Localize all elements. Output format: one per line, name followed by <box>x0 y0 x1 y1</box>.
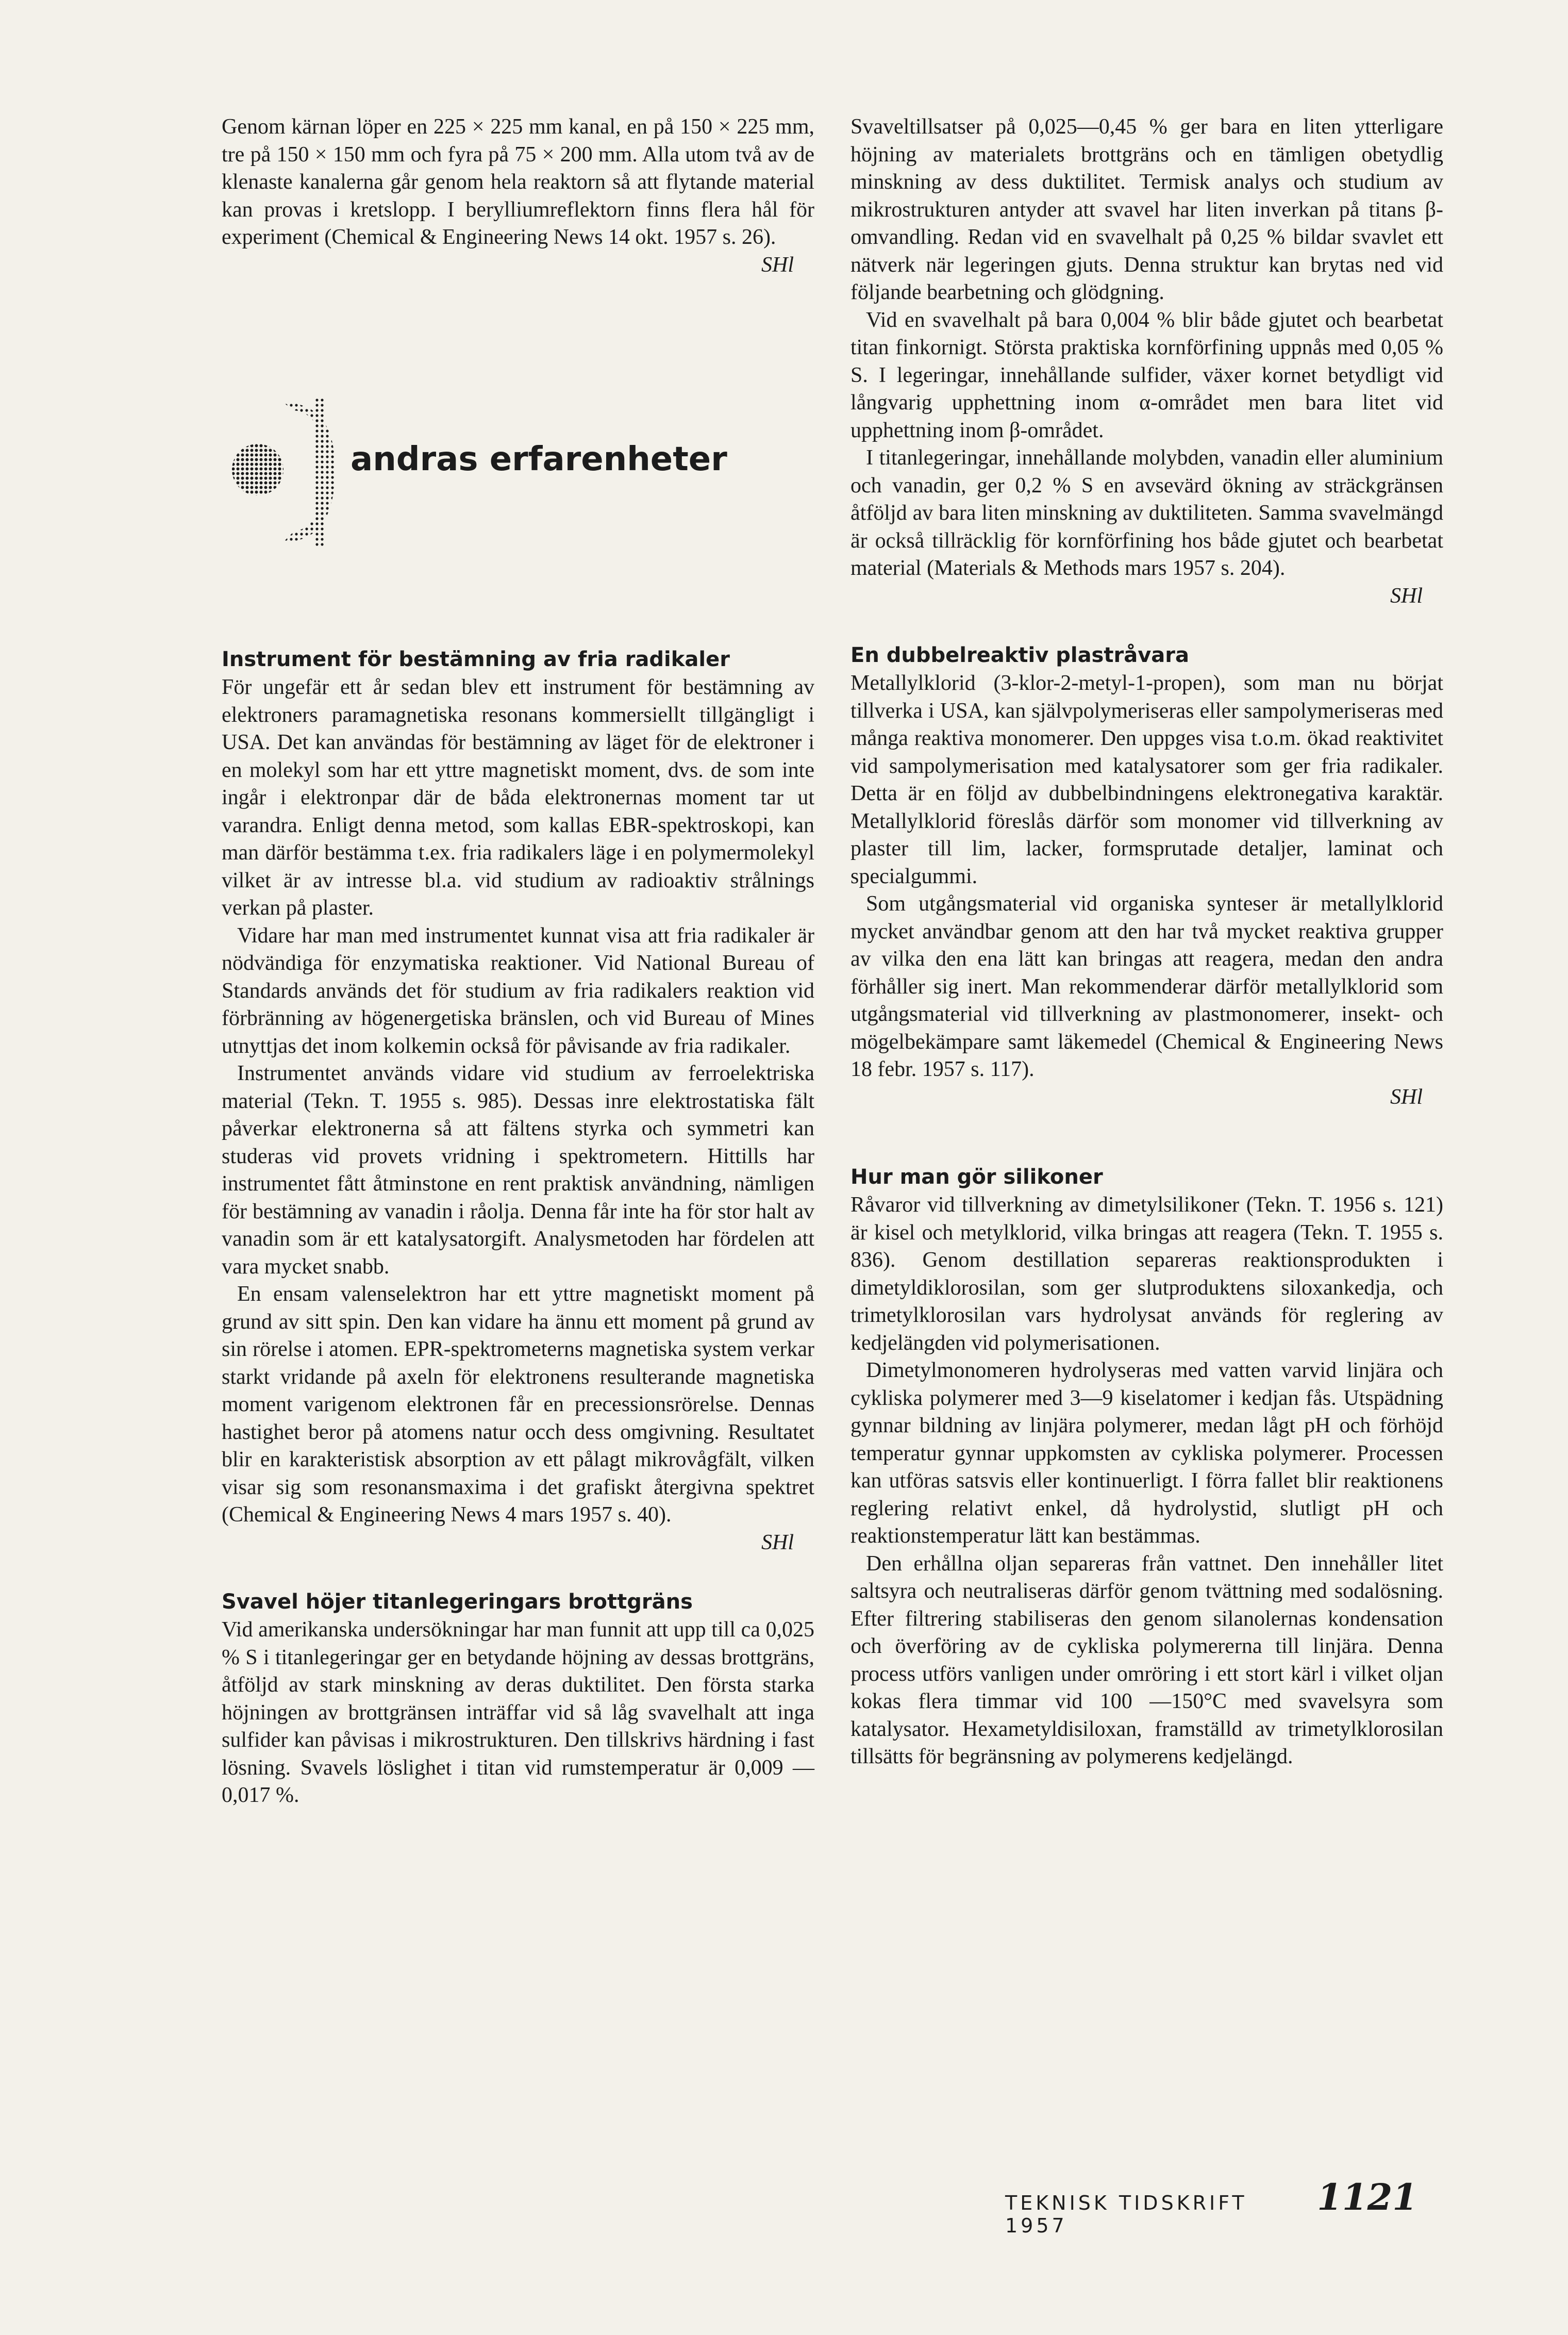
article-paragraph: Dimetylmonomeren hydrolyseras med vatten varvid linjära och cykliska polymerer med 3—9 kiselatomer i kedjan fås. Utspädning gynnar bildning av linjära polymerer, medan lågt pH och förhöjd temperatur gynnar uppkomsten av cykliska polymerer. Processen kan utföras satsvis eller kontinuerligt. I förra fallet blir reaktionens reglering relativt enkel, då hydrolystid, slutligt pH och reaktionstemperatur lätt kan bestämmas. <box>850 1359 1443 1548</box>
article-paragraph: Som utgångsmaterial vid organiska synteser är metallylklorid mycket användbar genom att den har två mycket reaktiva grupper av vilka den ena lätt kan bringas att reagera, medan den andra förhåller sig inert. Man rekommenderar därför metallylklorid som utgångsmaterial vid tillverkning av plastmonomerer, insekt- och mögelbekämpare samt läkemedel (Chemical & Engineering News 18 febr. 1957 s. 117). <box>850 892 1443 1081</box>
journal-name: TEKNISK TIDSKRIFT 1957 <box>1005 2192 1247 2237</box>
left-column <box>222 113 814 1810</box>
section-logo-icon <box>222 392 340 552</box>
article-paragraph: Vid en svavelhalt på bara 0,004 % blir både gjutet och bearbetat titan finkornigt. Största praktiska kornförfining uppnås med 0,05 % S. I legeringar, innehållande sulfider, växer kornet betydligt vid långvarig upphettning inom α-området men bara litet vid upphettning inom β-området. <box>850 308 1443 442</box>
article-paragraph: I titanlegeringar, innehållande molybden, vanadin eller aluminium och vanadin, ger 0,2 % S en avsevärd ökning av sträckgränsen åtföljd av bara liten minskning av duktiliteten. Samma svavelmängd är också tillräcklig för kornförfining hos både gjutet och bearbetat material (Materials & Methods mars 1957 s. 204). <box>850 446 1443 580</box>
article-paragraph: Svaveltillsatser på 0,025—0,45 % ger bara en liten ytterligare höjning av materialets brottgräns och en tämligen obetydlig minskning av dess duktilitet. Termisk analys och studium av mikrostrukturen antyder att svavel har liten inverkan på titans β-omvandling. Redan vid en svavelhalt på 0,25 % bildar svavlet ett nätverk när legeringen gjuts. Denna struktur kan brytas ned vid följande bearbetning och glödgning. <box>850 115 1443 304</box>
article-paragraph: Råvaror vid tillverkning av dimetylsilikoner (Tekn. T. 1956 s. 121) är kisel och metylklorid, vilka bringas att reagera (Tekn. T. 1955 s. 836). Genom destillation separeras reaktionsprodukten i dimetyldiklorosilan, som ger slutproduktens siloxankedja, och trimetylklorosilan vars hydrolysat används för reglering av kedjelängden vid polymerisationen. <box>850 1193 1443 1355</box>
article-paragraph: Metallylklorid (3-klor-2-metyl-1-propen), som man nu börjat tillverka i USA, kan självpolymeriseras eller sampolymeriseras med många reaktiva monomerer. Den uppges visa t.o.m. ökad reaktivitet vid sampolymerisation med katalysatorer som ger fria radikaler. Detta är en följd av dubbelbindningens elektronegativa karaktär. Metallylklorid föreslås därför som monomer vid tillverkning av plaster till lim, lacker, formsprutade detaljer, laminat och specialgummi. <box>850 671 1443 888</box>
article-paragraph: Vid amerikanska undersökningar har man funnit att upp till ca 0,025 % S i titanlegeringar ger en betydande höjning av dessas brottgräns, åtföljd av stark minskning av deras duktilitet. Den första starka höjningen av brottgränsen inträffar vid så låg svavelhalt att inga sulfider kan påvisas i mikrostrukturen. Den tillskrivs härdning i fast lösning. Svavels löslighet i titan vid rumstemperatur är 0,009 —0,017 %. <box>222 1618 814 1807</box>
article-paragraph: Vidare har man med instrumentet kunnat visa att fria radikaler är nödvändiga för enzymatiska reaktioner. Vid National Bureau of Standards används det för studium av fria radikalers reaktion vid förbränning av högenergetiska bränslen, och vid Bureau of Mines utnyttjas det inom kolkemin också för påvisande av fria radikaler. <box>222 923 814 1058</box>
intro-paragraph: Genom kärnan löper en 225 × 225 mm kanal, en på 150 × 225 mm, tre på 150 × 150 mm och fyra på 75 × 200 mm. Alla utom två av de klenaste kanalerna går genom hela reaktorn så att flytande material kan provas i kretslopp. I berylliumreflektorn finns flera hål för experiment (Chemical & Engineering News 14 okt. 1957 s. 26). <box>222 115 814 249</box>
article-signature: SHl <box>1390 584 1423 608</box>
article-heading-silicones: Hur man gör silikoner <box>850 1165 1103 1189</box>
page-footer <box>1005 2176 1417 2237</box>
article-paragraph: En ensam valenselektron har ett yttre magnetiskt moment på grund av sitt spin. Den kan vidare ha ännu ett moment på grund av sin rörelse i atomen. EPR-spektrometerns magnetiska system verkar starkt vridande på axeln för elektronens resulterande magnetiska moment varigenom elektronen får en precessionsrörelse. Dennas hastighet beror på atomens natur occh dess omgivning. Resultatet blir en karakteristisk absorption av ett pålagt mikrovågfält, vilken visar sig som resonansmaxima i det grafiskt återgivna spektret (Chemical & Engineering News 4 mars 1957 s. 40). <box>222 1282 814 1527</box>
section-title: andras erfarenheter <box>351 440 727 478</box>
intro-signature: SHl <box>761 253 794 277</box>
right-column <box>850 113 1443 1771</box>
article-paragraph: För ungefär ett år sedan blev ett instrument för bestämning av elektroners paramagnetiska resonans kommersiellt tillgängligt i USA. Det kan användas för bestämning av läget för de elektroner i en molekyl som har ett yttre magnetiskt moment, dvs. de som inte ingår i elektronpar där de båda elektronernas moment tar ut varandra. Enligt denna metod, som kallas EBR-spektroskopi, kan man därför bestämma t.ex. fria radikalers läge i en polymermolekyl vilket är av intresse bl.a. vid studium av radioaktiv strålnings verkan på plaster. <box>222 675 814 920</box>
article-signature: SHl <box>1390 1085 1423 1109</box>
article-heading-sulfur: Svavel höjer titanlegeringars brottgräns <box>222 1590 693 1614</box>
article-heading-plastic: En dubbelreaktiv plastråvara <box>850 643 1189 667</box>
article-paragraph: Den erhållna oljan separeras från vattnet. Den innehåller litet saltsyra och neutraliseras därför genom tvättning med sodalösning. Efter filtrering stabiliseras den genom silanolernas kondensation och överföring av de cykliska polymererna till linjära. Denna process utförs vanligen under omröring i ett stort kärl i vilket oljan kokas flera timmar vid 100 —150°C med svavelsyra som katalysator. Hexametyldisiloxan, framställd av trimetylklorosilan tillsätts för begränsning av polymerens kedjelängd. <box>850 1551 1443 1768</box>
article-signature: SHl <box>761 1530 794 1554</box>
section-header <box>222 392 814 552</box>
article-paragraph: Instrumentet används vidare vid studium av ferroelektriska material (Tekn. T. 1955 s. 985). Dessas inre elektrostatiska fält påverkar elektronerna så att fältens styrka och symmetri kan studeras vid provets vridning i spektrometern. Hittills har instrumentet fått åtminstone en rent praktisk användning, nämligen för bestämning av vanadin i råolja. Denna får inte ha för stor halt av vanadin som är ett katalysatorgift. Analysmetoden har fördelen att vara mycket snabb. <box>222 1062 814 1279</box>
article-heading-radicals: Instrument för bestämning av fria radikaler <box>222 648 730 671</box>
page-number: 1121 <box>1317 2176 1417 2218</box>
